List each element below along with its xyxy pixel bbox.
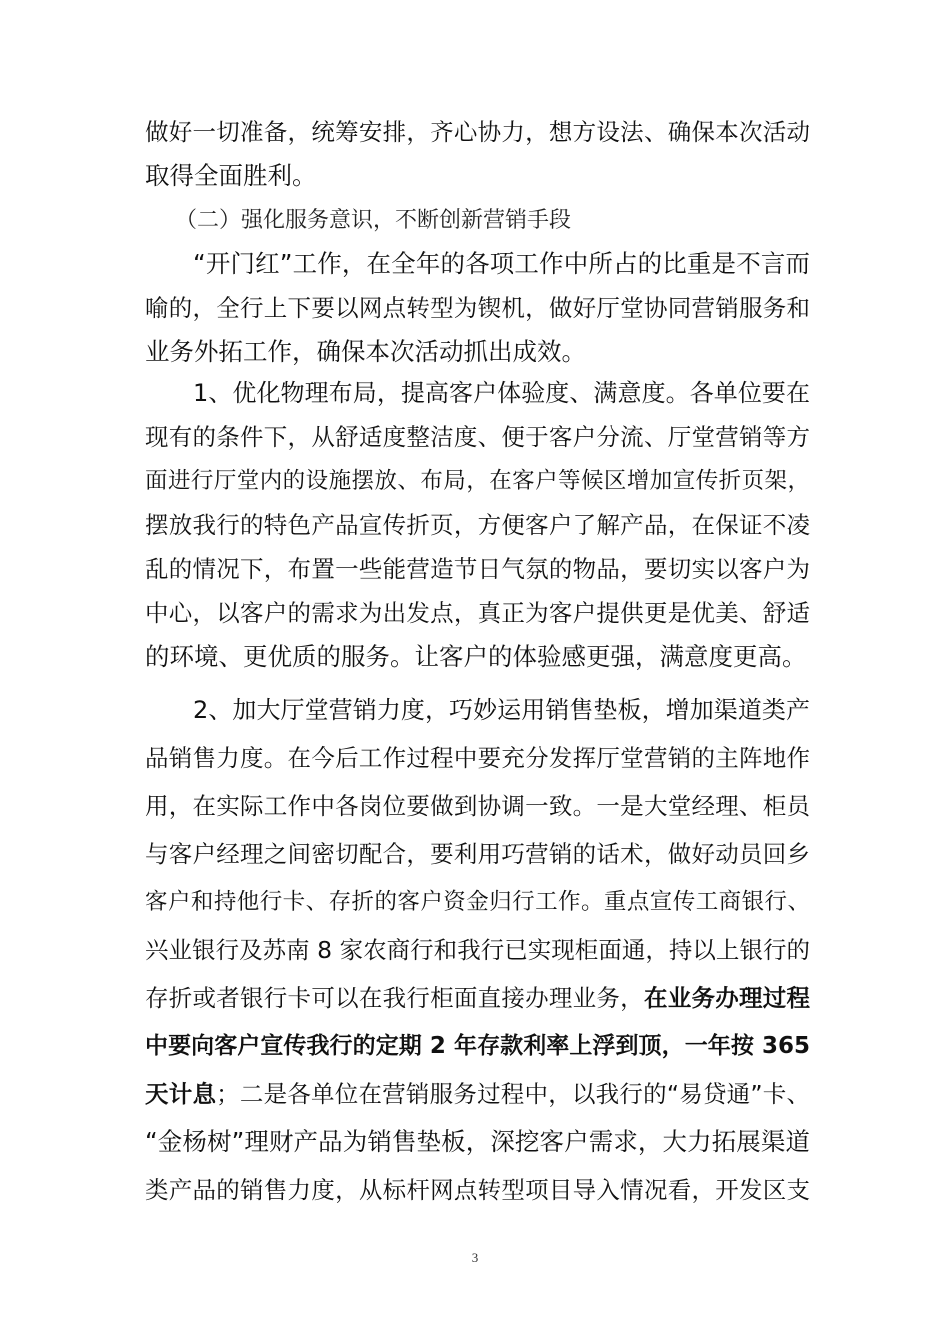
paragraph-line: 2、加大厅堂营销力度，巧妙运用销售垫板，增加渠道类产 bbox=[193, 696, 810, 724]
emphasis-text: 天计息 bbox=[145, 1080, 217, 1108]
paragraph-line: 喻的，全行上下要以网点转型为锲机，做好厅堂协同营销服务和 bbox=[145, 294, 810, 322]
line-text: ；二是各单位在营销服务过程中，以我行的“易贷通”卡、 bbox=[216, 1080, 811, 1108]
page-number: 3 bbox=[471, 1250, 479, 1265]
paragraph-line: 中心，以客户的需求为出发点，真正为客户提供更是优美、舒适 bbox=[145, 599, 810, 627]
paragraph-line: “金杨树”理财产品为销售垫板，深挖客户需求，大力拓展渠道 bbox=[145, 1127, 810, 1156]
paragraph-line: “开门红”工作，在全年的各项工作中所占的比重是不言而 bbox=[193, 249, 810, 278]
paragraph-line: 兴业银行及苏南 8 家农商行和我行已实现柜面通，持以上银行的 bbox=[145, 936, 810, 964]
paragraph-line: 现有的条件下，从舒适度整洁度、便于客户分流、厅堂营销等方 bbox=[145, 423, 810, 451]
paragraph-line bbox=[145, 1026, 810, 1066]
paragraph-line: 1、优化物理布局，提高客户体验度、满意度。各单位要在 bbox=[193, 379, 810, 407]
paragraph-line: 做好一切准备，统筹安排，齐心协力，想方设法、确保本次活动 bbox=[145, 118, 810, 146]
section-heading: （二）强化服务意识，不断创新营销手段 bbox=[175, 208, 572, 233]
paragraph-line bbox=[145, 978, 810, 1018]
emphasis-text: 中要向客户宣传我行的定期 2 年存款利率上浮到顶，一年按 365 bbox=[145, 1033, 810, 1059]
paragraph-line: 乱的情况下，布置一些能营造节日气氛的物品，要切实以客户为 bbox=[145, 555, 810, 583]
paragraph-line: 取得全面胜利。 bbox=[145, 161, 317, 190]
paragraph-line: 面进行厅堂内的设施摆放、布局，在客户等候区增加宣传折页架， bbox=[145, 468, 810, 494]
paragraph-line: 品销售力度。在今后工作过程中要充分发挥厅堂营销的主阵地作 bbox=[145, 744, 810, 772]
paragraph-line: 摆放我行的特色产品宣传折页，方便客户了解产品，在保证不凌 bbox=[145, 511, 810, 539]
paragraph-line: 的环境、更优质的服务。让客户的体验感更强，满意度更高。 bbox=[145, 642, 807, 671]
paragraph-line: 类产品的销售力度，从标杆网点转型项目导入情况看，开发区支 bbox=[145, 1176, 810, 1204]
paragraph-line bbox=[145, 1074, 810, 1114]
paragraph-line: 与客户经理之间密切配合，要利用巧营销的话术，做好动员回乡 bbox=[145, 840, 810, 868]
emphasis-text: 在业务办理过程 bbox=[643, 984, 811, 1012]
paragraph-line: 业务外拓工作，确保本次活动抓出成效。 bbox=[145, 337, 586, 366]
line-text: 存折或者银行卡可以在我行柜面直接办理业务， bbox=[145, 984, 644, 1012]
paragraph-line: 用，在实际工作中各岗位要做到协调一致。一是大堂经理、柜员 bbox=[145, 792, 810, 820]
paragraph-line: 客户和持他行卡、存折的客户资金归行工作。重点宣传工商银行、 bbox=[145, 889, 810, 915]
